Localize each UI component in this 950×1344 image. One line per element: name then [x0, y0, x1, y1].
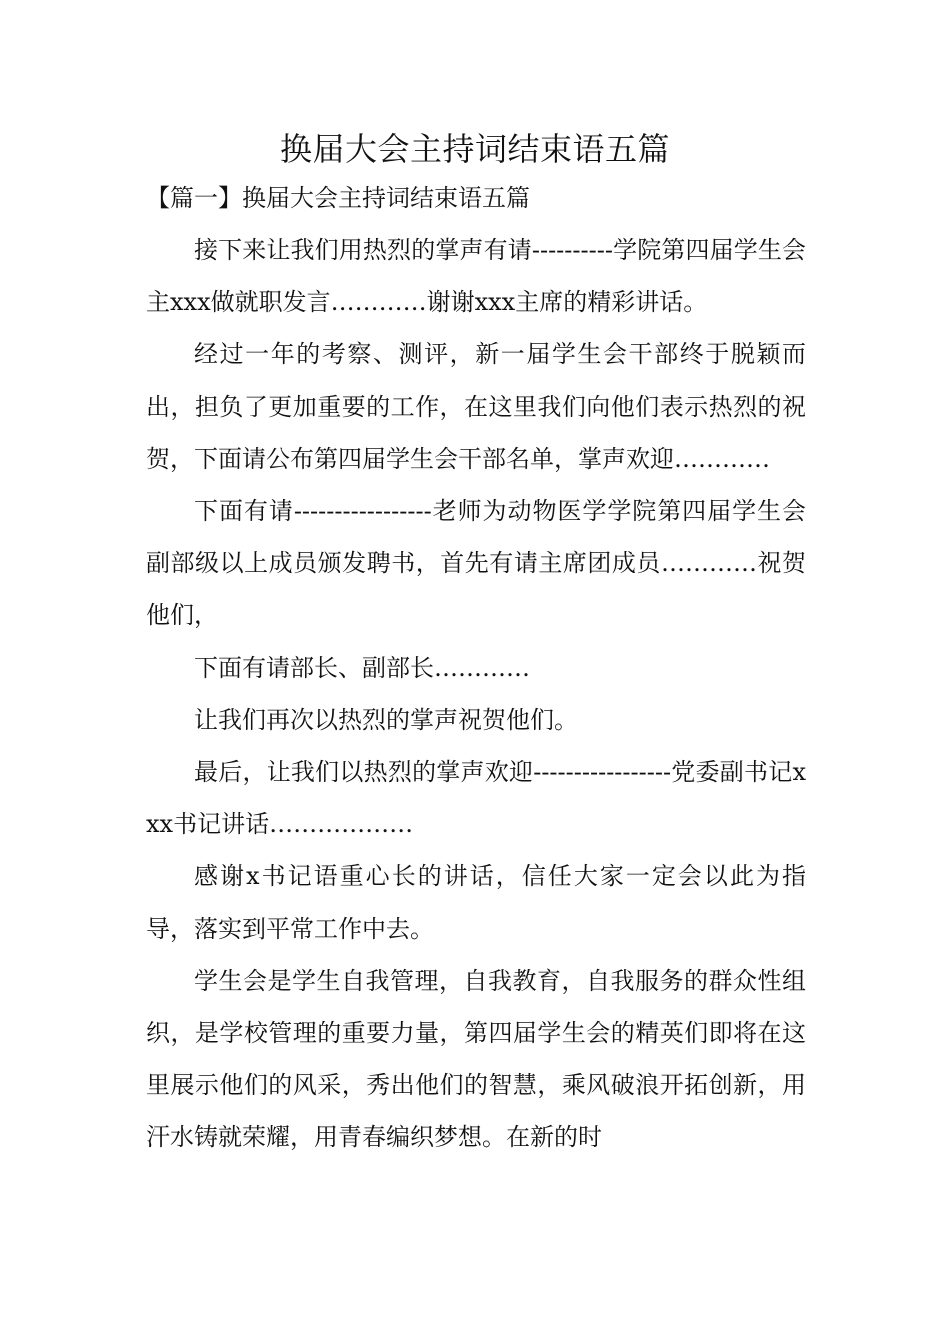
- paragraph: 下面有请-----------------老师为动物医学学院第四届学生会副部级以上成员颁发聘书，首先有请主席团成员…………祝贺他们，: [146, 497, 806, 630]
- paragraph: 感谢x书记语重心长的讲话，信任大家一定会以此为指导，落实到平常工作中去。: [146, 862, 806, 943]
- paragraph: 经过一年的考察、测评，新一届学生会干部终于脱颖而出，担负了更加重要的工作，在这里我们向他们表示热烈的祝贺，下面请公布第四届学生会干部名单，掌声欢迎…………: [146, 340, 806, 473]
- section-heading: 【篇一】换届大会主持词结束语五篇: [146, 184, 530, 212]
- paragraph: 最后，让我们以热烈的掌声欢迎-----------------党委副书记xxx书记讲话………………: [146, 758, 806, 839]
- paragraph: 让我们再次以热烈的掌声祝贺他们。: [194, 705, 578, 734]
- paragraph: 下面有请部长、副部长…………: [194, 653, 530, 682]
- document-title: 换届大会主持词结束语五篇: [279, 130, 670, 168]
- document-body: [146, 224, 806, 1164]
- paragraph: 学生会是学生自我管理，自我教育，自我服务的群众性组织，是学校管理的重要力量，第四届学生会的精英们即将在这里展示他们的风采，秀出他们的智慧，乘风破浪开拓创新，用汗水铸就荣耀，用青春编织梦想。在新的时: [146, 966, 806, 1152]
- paragraph: 接下来让我们用热烈的掌声有请----------学院第四届学生会主xxx做就职发言…………谢谢xxx主席的精彩讲话。: [146, 236, 806, 317]
